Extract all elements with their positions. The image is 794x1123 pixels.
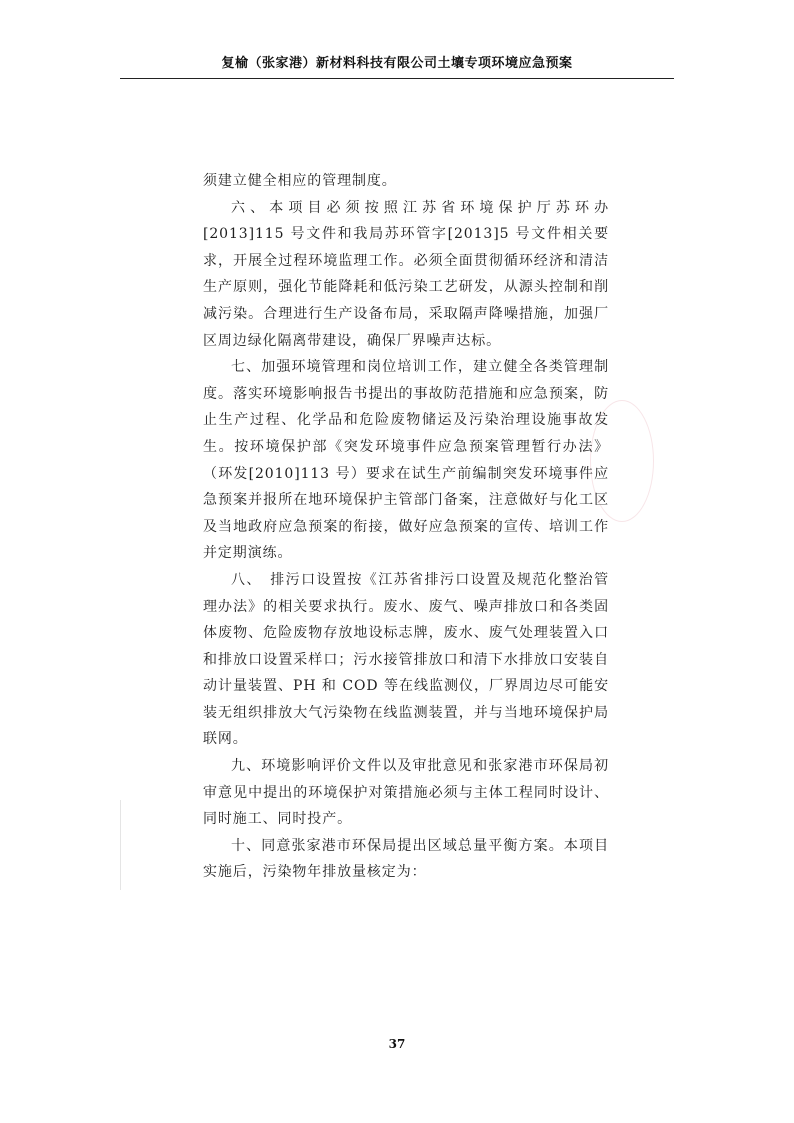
- scan-margin-shadow: [120, 800, 121, 890]
- running-header: 复榆（张家港）新材料科技有限公司土壤专项环境应急预案: [221, 56, 573, 71]
- paragraph-item-10: 十、同意张家港市环保局提出区域总量平衡方案。本项目实施后，污染物年排放量核定为：: [203, 837, 609, 881]
- paragraph-item-7: 七、加强环境管理和岗位培训工作，建立健全各类管理制度。落实环境影响报告书提出的事故防范措施和应急预案，防止生产过程、化学品和危险废物储运及污染治理设施事故发生。按环境保护部《突发环境事件应急预案管理暂行办法》（环发[2010]113 号）要求在试生产前编制突发环境事件应急预案并报所在地环境保护主管部门备案，注意做好与化工区及当地政府应急预案的衔接，做好应急预案的宣传、培训工作并定期演练。: [203, 359, 609, 562]
- header-rule: [120, 78, 674, 79]
- paragraph-item-6: 六、本项目必须按照江苏省环境保护厅苏环办[2013]115 号文件和我局苏环管字[2013]5 号文件相关要求，开展全过程环境监理工作。必须全面贯彻循环经济和清洁生产原则，强化节能降耗和低污染工艺研发，从源头控制和削减污染。合理进行生产设备布局，采取隔声降噪措施，加强厂区周边绿化隔离带建设，确保厂界噪声达标。: [203, 199, 609, 349]
- paragraph-item-9: 九、环境影响评价文件以及审批意见和张家港市环保局初审意见中提出的环境保护对策措施必须与主体工程同时设计、同时施工、同时投产。: [203, 758, 609, 828]
- document-body: [203, 168, 609, 886]
- paragraph-item-8: 八、 排污口设置按《江苏省排污口设置及规范化整治管理办法》的相关要求执行。废水、废气、噪声排放口和各类固体废物、危险废物存放地设标志牌，废水、废气处理装置入口和排放口设置采样口；污水接管排放口和清下水排放口安装自动计量装置、PH 和 COD 等在线监测仪，厂界周边尽可能安装无组织排放大气污染物在线监测装置，并与当地环境保护局联网。: [203, 571, 609, 748]
- page-number: 37: [388, 1037, 406, 1051]
- paragraph-continuation: 须建立健全相应的管理制度。: [203, 173, 397, 189]
